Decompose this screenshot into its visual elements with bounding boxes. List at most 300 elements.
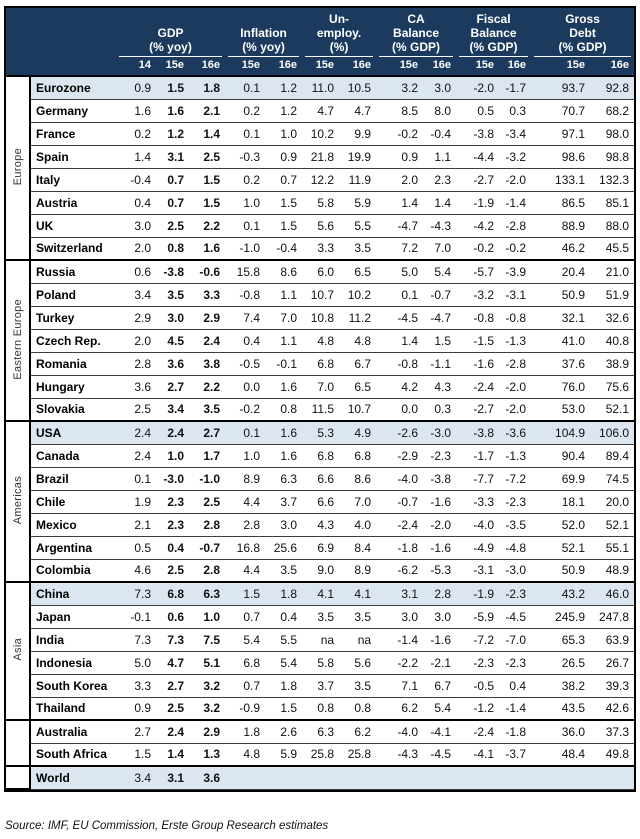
- value-cell: 2.4: [116, 421, 156, 444]
- value-cell: -0.8: [456, 306, 499, 329]
- value-cell: -0.4: [116, 168, 156, 191]
- region-cell: [6, 421, 30, 582]
- header-title-line: CA: [407, 12, 425, 26]
- value-cell: 48.4: [531, 743, 590, 766]
- data-table: [6, 8, 634, 790]
- value-cell: 0.4: [116, 191, 156, 214]
- table-row: [6, 720, 634, 743]
- header-title-line: Balance: [393, 26, 440, 40]
- value-cell: -5.7: [456, 260, 499, 283]
- value-cell: 1.6: [116, 99, 156, 122]
- value-cell: 3.2: [189, 674, 225, 697]
- value-cell: 7.3: [116, 628, 156, 651]
- header-subcol-unemployment-16e: 16e: [352, 58, 372, 71]
- value-cell: 3.6: [116, 375, 156, 398]
- value-cell: 1.8: [265, 582, 302, 605]
- country-cell: Romania: [30, 352, 116, 375]
- value-cell: -0.9: [225, 697, 265, 720]
- value-cell: -1.8: [376, 536, 423, 559]
- value-cell: 1.2: [265, 99, 302, 122]
- country-cell: Poland: [30, 283, 116, 306]
- value-cell: 90.4: [531, 444, 590, 467]
- header-title-line: Gross: [565, 12, 600, 26]
- value-cell: 0.2: [225, 99, 265, 122]
- value-cell: 133.1: [531, 168, 590, 191]
- header-subcol-fiscal-balance-15e: 15e: [475, 58, 495, 71]
- value-cell: -0.6: [189, 260, 225, 283]
- value-cell: -2.4: [376, 513, 423, 536]
- value-cell: -3.4: [499, 122, 531, 145]
- country-cell: Chile: [30, 490, 116, 513]
- value-cell: -5.9: [456, 605, 499, 628]
- region-cell: [6, 260, 30, 421]
- value-cell: -4.7: [376, 214, 423, 237]
- value-cell: 1.4: [376, 191, 423, 214]
- value-cell: 0.8: [302, 697, 339, 720]
- header-subcol-ca-balance-16e: 16e: [432, 58, 452, 71]
- value-cell: 4.4: [225, 490, 265, 513]
- value-cell: -1.4: [499, 191, 531, 214]
- value-cell: [499, 766, 531, 789]
- table-row: [6, 260, 634, 283]
- table-header: [6, 8, 634, 76]
- value-cell: -3.6: [499, 421, 531, 444]
- header-subcol-gross-debt-16e: 16e: [610, 58, 630, 71]
- value-cell: 25.6: [265, 536, 302, 559]
- value-cell: -2.0: [499, 168, 531, 191]
- table-row: [6, 513, 634, 536]
- value-cell: 1.6: [156, 99, 189, 122]
- value-cell: 1.4: [189, 122, 225, 145]
- country-cell: Australia: [30, 720, 116, 743]
- value-cell: 6.9: [302, 536, 339, 559]
- value-cell: 3.0: [423, 76, 456, 99]
- value-cell: 9.0: [302, 559, 339, 582]
- value-cell: 1.5: [225, 582, 265, 605]
- value-cell: 4.2: [376, 375, 423, 398]
- value-cell: 93.7: [531, 76, 590, 99]
- value-cell: 5.4: [423, 697, 456, 720]
- value-cell: -1.8: [499, 720, 531, 743]
- value-cell: 0.3: [423, 398, 456, 421]
- value-cell: 1.0: [189, 605, 225, 628]
- value-cell: -3.8: [156, 260, 189, 283]
- table-row: [6, 651, 634, 674]
- value-cell: -3.1: [456, 559, 499, 582]
- value-cell: 0.4: [265, 605, 302, 628]
- value-cell: 6.2: [376, 697, 423, 720]
- value-cell: 4.8: [339, 329, 376, 352]
- value-cell: 3.3: [116, 674, 156, 697]
- value-cell: 89.4: [590, 444, 634, 467]
- table-row: [6, 743, 634, 766]
- value-cell: 98.8: [590, 145, 634, 168]
- value-cell: 40.8: [590, 329, 634, 352]
- value-cell: -1.4: [499, 697, 531, 720]
- table-row: [6, 628, 634, 651]
- value-cell: 16.8: [225, 536, 265, 559]
- value-cell: 8.9: [339, 559, 376, 582]
- header-title-line: Balance: [470, 26, 517, 40]
- value-cell: 11.5: [302, 398, 339, 421]
- value-cell: 4.4: [225, 559, 265, 582]
- value-cell: 0.8: [339, 697, 376, 720]
- header-subcol-inflation-16e: 16e: [278, 58, 298, 71]
- table-row: [6, 697, 634, 720]
- value-cell: 3.4: [116, 283, 156, 306]
- table-row: [6, 352, 634, 375]
- value-cell: 69.9: [531, 467, 590, 490]
- value-cell: -2.4: [456, 375, 499, 398]
- country-cell: Brazil: [30, 467, 116, 490]
- value-cell: 21.8: [302, 145, 339, 168]
- header-group-title: [379, 12, 453, 57]
- value-cell: 0.2: [225, 168, 265, 191]
- value-cell: -4.2: [456, 214, 499, 237]
- header-title-line: (% GDP): [558, 40, 607, 54]
- value-cell: -2.3: [456, 651, 499, 674]
- header-group-inflation: [225, 8, 302, 57]
- value-cell: 0.7: [225, 605, 265, 628]
- value-cell: -1.7: [499, 76, 531, 99]
- value-cell: 3.2: [189, 697, 225, 720]
- value-cell: 0.8: [156, 237, 189, 260]
- value-cell: 2.0: [116, 329, 156, 352]
- value-cell: 3.1: [156, 145, 189, 168]
- table-row: [6, 168, 634, 191]
- value-cell: 2.2: [189, 214, 225, 237]
- table-row: [6, 421, 634, 444]
- value-cell: 3.1: [156, 766, 189, 789]
- value-cell: 0.7: [156, 168, 189, 191]
- value-cell: -5.3: [423, 559, 456, 582]
- value-cell: 0.5: [116, 536, 156, 559]
- value-cell: -0.8: [225, 283, 265, 306]
- value-cell: -2.3: [499, 582, 531, 605]
- value-cell: 32.1: [531, 306, 590, 329]
- value-cell: 10.2: [302, 122, 339, 145]
- value-cell: 7.5: [189, 628, 225, 651]
- value-cell: -1.2: [456, 697, 499, 720]
- value-cell: 2.4: [156, 421, 189, 444]
- value-cell: 5.8: [302, 651, 339, 674]
- value-cell: 1.5: [156, 76, 189, 99]
- value-cell: -4.7: [423, 306, 456, 329]
- value-cell: 2.5: [189, 490, 225, 513]
- value-cell: na: [302, 628, 339, 651]
- value-cell: -3.0: [499, 559, 531, 582]
- value-cell: 6.6: [302, 467, 339, 490]
- value-cell: 18.1: [531, 490, 590, 513]
- value-cell: -1.6: [456, 352, 499, 375]
- header-title-line: (% GDP): [469, 40, 518, 54]
- header-title-line: GDP: [157, 26, 184, 40]
- value-cell: 3.1: [376, 582, 423, 605]
- header-subcol-gdp-15e: 15e: [165, 58, 184, 71]
- value-cell: 1.1: [265, 329, 302, 352]
- value-cell: 2.8: [116, 352, 156, 375]
- value-cell: -2.8: [499, 352, 531, 375]
- value-cell: -7.0: [499, 628, 531, 651]
- value-cell: 2.6: [265, 720, 302, 743]
- table-row: [6, 467, 634, 490]
- value-cell: -7.2: [456, 628, 499, 651]
- country-cell: Germany: [30, 99, 116, 122]
- value-cell: 2.4: [189, 329, 225, 352]
- table-row: [6, 99, 634, 122]
- value-cell: 88.9: [531, 214, 590, 237]
- value-cell: 4.8: [225, 743, 265, 766]
- value-cell: 0.9: [265, 145, 302, 168]
- value-cell: 41.0: [531, 329, 590, 352]
- region-cell: [6, 76, 30, 260]
- value-cell: 25.8: [339, 743, 376, 766]
- value-cell: 1.6: [265, 375, 302, 398]
- header-subcol-row: [6, 57, 634, 76]
- table-row: [6, 605, 634, 628]
- header-group-title: [228, 12, 299, 57]
- value-cell: 37.3: [590, 720, 634, 743]
- value-cell: 245.9: [531, 605, 590, 628]
- table-row: [6, 237, 634, 260]
- country-cell: Slovakia: [30, 398, 116, 421]
- value-cell: 39.3: [590, 674, 634, 697]
- value-cell: 3.6: [156, 352, 189, 375]
- value-cell: -7.2: [499, 467, 531, 490]
- value-cell: 6.5: [339, 260, 376, 283]
- value-cell: 0.1: [376, 283, 423, 306]
- value-cell: 6.2: [339, 720, 376, 743]
- value-cell: 45.5: [590, 237, 634, 260]
- value-cell: 76.0: [531, 375, 590, 398]
- value-cell: 3.5: [339, 674, 376, 697]
- value-cell: -4.0: [456, 513, 499, 536]
- table-row: [6, 214, 634, 237]
- value-cell: 11.0: [302, 76, 339, 99]
- value-cell: 52.1: [590, 513, 634, 536]
- header-subcol-fiscal-balance-16e: 16e: [507, 58, 527, 71]
- value-cell: -2.8: [499, 214, 531, 237]
- country-cell: Indonesia: [30, 651, 116, 674]
- value-cell: 2.8: [189, 513, 225, 536]
- value-cell: 0.6: [116, 260, 156, 283]
- value-cell: 32.6: [590, 306, 634, 329]
- value-cell: 38.2: [531, 674, 590, 697]
- header-title-line: [228, 12, 299, 26]
- value-cell: 3.8: [189, 352, 225, 375]
- value-cell: -0.8: [376, 352, 423, 375]
- table-body: [6, 76, 634, 789]
- value-cell: 5.0: [116, 651, 156, 674]
- region-label: Americas: [11, 475, 24, 525]
- value-cell: 2.5: [189, 145, 225, 168]
- value-cell: -3.8: [456, 122, 499, 145]
- value-cell: -1.3: [499, 444, 531, 467]
- value-cell: -4.4: [456, 145, 499, 168]
- header-subcol-gdp-16e: 16e: [201, 58, 221, 71]
- country-cell: UK: [30, 214, 116, 237]
- value-cell: 70.7: [531, 99, 590, 122]
- header-group-row: [6, 8, 634, 57]
- value-cell: 7.2: [376, 237, 423, 260]
- country-cell: Czech Rep.: [30, 329, 116, 352]
- table-row: [6, 145, 634, 168]
- value-cell: -0.7: [423, 283, 456, 306]
- country-cell: India: [30, 628, 116, 651]
- value-cell: 1.1: [265, 283, 302, 306]
- value-cell: 4.8: [302, 329, 339, 352]
- value-cell: [423, 766, 456, 789]
- country-cell: China: [30, 582, 116, 605]
- country-cell: Colombia: [30, 559, 116, 582]
- value-cell: 2.4: [156, 720, 189, 743]
- value-cell: 3.6: [189, 766, 225, 789]
- value-cell: 3.0: [423, 605, 456, 628]
- value-cell: 0.7: [225, 674, 265, 697]
- value-cell: 42.6: [590, 697, 634, 720]
- value-cell: 0.4: [156, 536, 189, 559]
- value-cell: 247.8: [590, 605, 634, 628]
- value-cell: 3.0: [156, 306, 189, 329]
- value-cell: 6.5: [339, 375, 376, 398]
- table-row: [6, 490, 634, 513]
- value-cell: 53.0: [531, 398, 590, 421]
- source-note: Source: IMF, EU Commission, Erste Group Research estimates: [5, 820, 329, 832]
- value-cell: 0.6: [156, 605, 189, 628]
- header-group-gdp: [116, 8, 225, 57]
- value-cell: -4.5: [376, 306, 423, 329]
- value-cell: 4.0: [339, 513, 376, 536]
- value-cell: -2.0: [499, 398, 531, 421]
- value-cell: 3.3: [302, 237, 339, 260]
- value-cell: 1.1: [423, 145, 456, 168]
- value-cell: 52.1: [531, 536, 590, 559]
- value-cell: 8.0: [423, 99, 456, 122]
- value-cell: 4.3: [423, 375, 456, 398]
- value-cell: 51.9: [590, 283, 634, 306]
- value-cell: 2.5: [156, 559, 189, 582]
- header-subcol-gdp-14: 14: [138, 58, 151, 71]
- country-cell: Canada: [30, 444, 116, 467]
- value-cell: -0.3: [225, 145, 265, 168]
- value-cell: -3.3: [456, 490, 499, 513]
- table-row: [6, 674, 634, 697]
- value-cell: 1.3: [189, 743, 225, 766]
- country-cell: Russia: [30, 260, 116, 283]
- value-cell: -0.5: [456, 674, 499, 697]
- value-cell: 8.4: [339, 536, 376, 559]
- table-row: [6, 536, 634, 559]
- value-cell: 74.5: [590, 467, 634, 490]
- value-cell: 11.9: [339, 168, 376, 191]
- value-cell: 9.9: [339, 122, 376, 145]
- header-corner: [6, 8, 116, 57]
- value-cell: 7.1: [376, 674, 423, 697]
- value-cell: 3.0: [116, 214, 156, 237]
- value-cell: 1.5: [189, 168, 225, 191]
- value-cell: -4.9: [456, 536, 499, 559]
- value-cell: -2.6: [376, 421, 423, 444]
- value-cell: 4.5: [156, 329, 189, 352]
- value-cell: 2.7: [189, 421, 225, 444]
- value-cell: -0.2: [456, 237, 499, 260]
- value-cell: 5.3: [302, 421, 339, 444]
- value-cell: 68.2: [590, 99, 634, 122]
- value-cell: -3.2: [456, 283, 499, 306]
- value-cell: 20.4: [531, 260, 590, 283]
- table-row: [6, 329, 634, 352]
- value-cell: -0.7: [376, 490, 423, 513]
- table-row: [6, 306, 634, 329]
- value-cell: -1.5: [456, 329, 499, 352]
- value-cell: -1.9: [456, 191, 499, 214]
- country-cell: World: [30, 766, 116, 789]
- value-cell: 6.8: [302, 444, 339, 467]
- country-cell: Thailand: [30, 697, 116, 720]
- region-label: Europe: [11, 147, 24, 186]
- value-cell: 8.9: [225, 467, 265, 490]
- country-cell: Eurozone: [30, 76, 116, 99]
- value-cell: 50.9: [531, 283, 590, 306]
- header-group-title: [534, 12, 631, 57]
- value-cell: 46.2: [531, 237, 590, 260]
- value-cell: -2.7: [456, 168, 499, 191]
- value-cell: 6.0: [302, 260, 339, 283]
- value-cell: 36.0: [531, 720, 590, 743]
- value-cell: 106.0: [590, 421, 634, 444]
- value-cell: -4.1: [423, 720, 456, 743]
- value-cell: 2.4: [116, 444, 156, 467]
- header-title-line: Fiscal: [476, 12, 511, 26]
- value-cell: 2.1: [116, 513, 156, 536]
- country-cell: Hungary: [30, 375, 116, 398]
- value-cell: -0.5: [225, 352, 265, 375]
- value-cell: 0.5: [456, 99, 499, 122]
- header-group-fiscal-balance: [456, 8, 531, 57]
- value-cell: 2.0: [116, 237, 156, 260]
- value-cell: 0.1: [225, 214, 265, 237]
- value-cell: -0.1: [265, 352, 302, 375]
- value-cell: 5.1: [189, 651, 225, 674]
- value-cell: 3.7: [265, 490, 302, 513]
- value-cell: -2.9: [376, 444, 423, 467]
- value-cell: 0.1: [225, 76, 265, 99]
- value-cell: -1.6: [423, 628, 456, 651]
- value-cell: 8.5: [376, 99, 423, 122]
- value-cell: -0.2: [499, 237, 531, 260]
- value-cell: -2.4: [456, 720, 499, 743]
- value-cell: -3.7: [499, 743, 531, 766]
- value-cell: 0.1: [225, 122, 265, 145]
- value-cell: -0.7: [189, 536, 225, 559]
- value-cell: 0.9: [116, 76, 156, 99]
- header-group-unemployment: [302, 8, 376, 57]
- value-cell: 37.6: [531, 352, 590, 375]
- value-cell: 3.2: [376, 76, 423, 99]
- value-cell: [531, 766, 590, 789]
- header-subcol-inflation-15e: 15e: [241, 58, 261, 71]
- value-cell: 4.1: [302, 582, 339, 605]
- value-cell: [302, 766, 339, 789]
- value-cell: -2.2: [376, 651, 423, 674]
- value-cell: -3.9: [499, 260, 531, 283]
- value-cell: -4.5: [499, 605, 531, 628]
- value-cell: 3.4: [156, 398, 189, 421]
- header-subcol-unemployment-15e: 15e: [315, 58, 335, 71]
- table-row: [6, 375, 634, 398]
- value-cell: -1.7: [456, 444, 499, 467]
- value-cell: 1.0: [225, 444, 265, 467]
